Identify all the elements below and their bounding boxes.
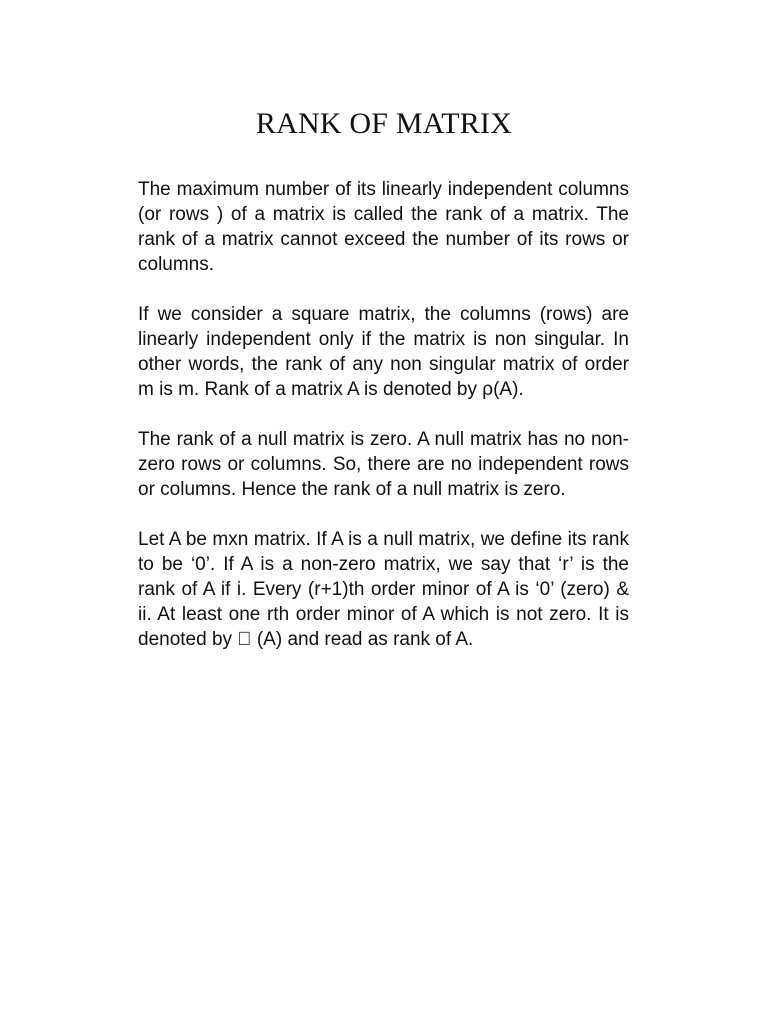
paragraph-definition: The maximum number of its linearly independent columns (or rows ) of a matrix is called the rank of a matrix. The rank of a matrix cannot exceed the number of its rows or columns. xyxy=(138,179,629,275)
paragraph-null-matrix: The rank of a null matrix is zero. A null matrix has no non-zero rows or columns. So, there are no independent rows or columns. Hence the rank of a null matrix is zero. xyxy=(138,429,629,500)
paragraph-square-matrix: If we consider a square matrix, the columns (rows) are linearly independent only if the matrix is non singular. In other words, the rank of any non singular matrix of order m is m. Rank of a matrix A is denoted by ρ(A). xyxy=(138,304,629,400)
paragraph-formal-definition: Let A be mxn matrix. If A is a null matrix, we define its rank to be ‘0’. If A is a non-zero matrix, we say that ‘r’ is the rank of A if i. Every (r+1)th order minor of A is ‘0’ (zero) & ii. At least one rth order minor of A which is not zero. It is denoted by (A) and read as rank of A. xyxy=(138,529,629,650)
page-title: RANK OF MATRIX xyxy=(255,107,513,140)
document-body xyxy=(138,177,629,677)
